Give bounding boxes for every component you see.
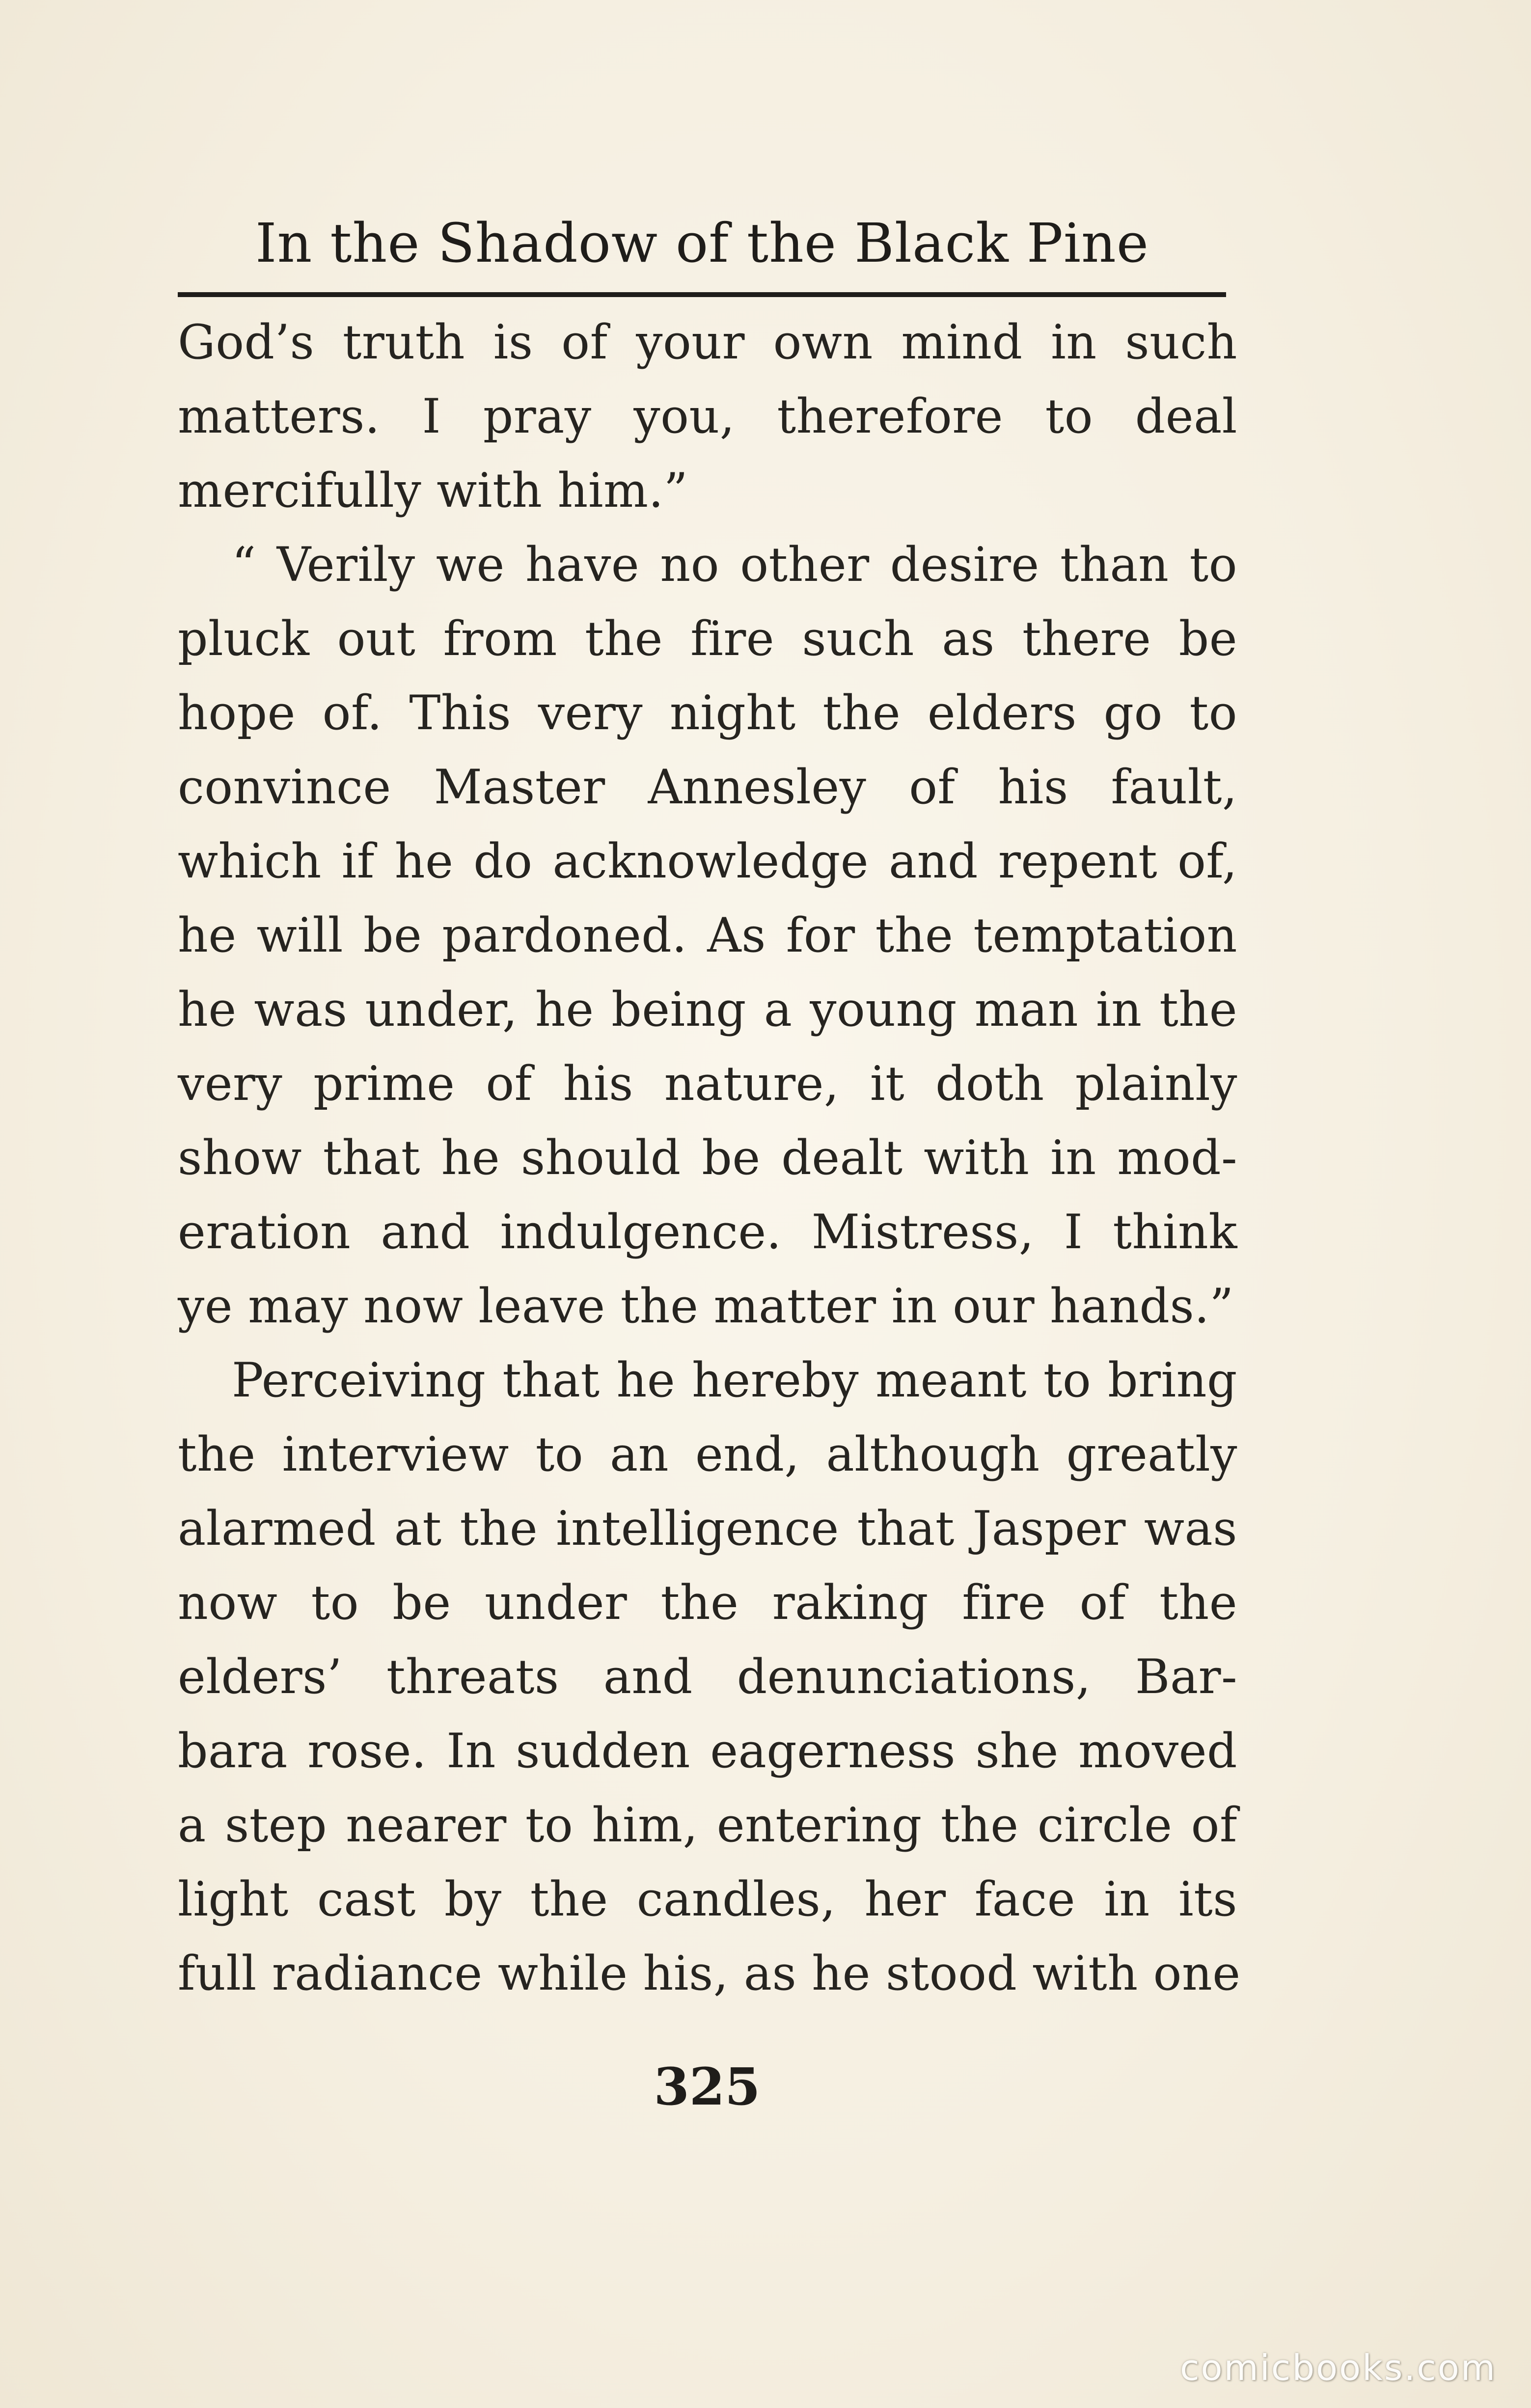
- text-line: show that he should be dealt with in mod-: [178, 1130, 1237, 1185]
- text-line: eration and indulgence. Mistress, I think: [178, 1204, 1237, 1259]
- text-line: matters. I pray you, therefore to deal: [178, 389, 1237, 444]
- text-line: full radiance while his, as he stood with one: [178, 1946, 1241, 2001]
- text-line: God’s truth is of your own mind in such: [178, 315, 1237, 370]
- text-line: bara rose. In sudden eagerness she moved: [178, 1724, 1237, 1779]
- text-line: “ Verily we have no other desire than to: [232, 537, 1237, 592]
- text-line: ye may now leave the matter in our hands.”: [178, 1279, 1234, 1334]
- text-line: pluck out from the fire such as there be: [178, 611, 1237, 666]
- text-line: hope of. This very night the elders go to: [178, 685, 1237, 740]
- body-text: [178, 305, 1241, 2011]
- header-rule: [178, 292, 1226, 297]
- page-number: 325: [654, 2056, 761, 2117]
- text-line: convince Master Annesley of his fault,: [178, 760, 1237, 815]
- text-line: he will be pardoned. As for the temptation: [178, 908, 1237, 963]
- watermark: comicbooks.com: [1179, 2347, 1497, 2388]
- text-line: alarmed at the intelligence that Jasper was: [178, 1501, 1237, 1556]
- text-line: a step nearer to him, entering the circle of: [178, 1798, 1237, 1853]
- text-line: the interview to an end, although greatly: [178, 1427, 1237, 1482]
- text-line: now to be under the raking fire of the: [178, 1575, 1237, 1630]
- text-line: very prime of his nature, it doth plainly: [178, 1056, 1237, 1111]
- text-line: light cast by the candles, her face in its: [178, 1872, 1237, 1927]
- running-head: In the Shadow of the Black Pine: [255, 212, 1149, 274]
- text-line: which if he do acknowledge and repent of,: [178, 834, 1237, 889]
- text-line: he was under, he being a young man in the: [178, 982, 1237, 1037]
- text-line: mercifully with him.”: [178, 463, 688, 518]
- text-line: Perceiving that he hereby meant to bring: [232, 1353, 1237, 1408]
- text-line: elders’ threats and denunciations, Bar-: [178, 1649, 1237, 1704]
